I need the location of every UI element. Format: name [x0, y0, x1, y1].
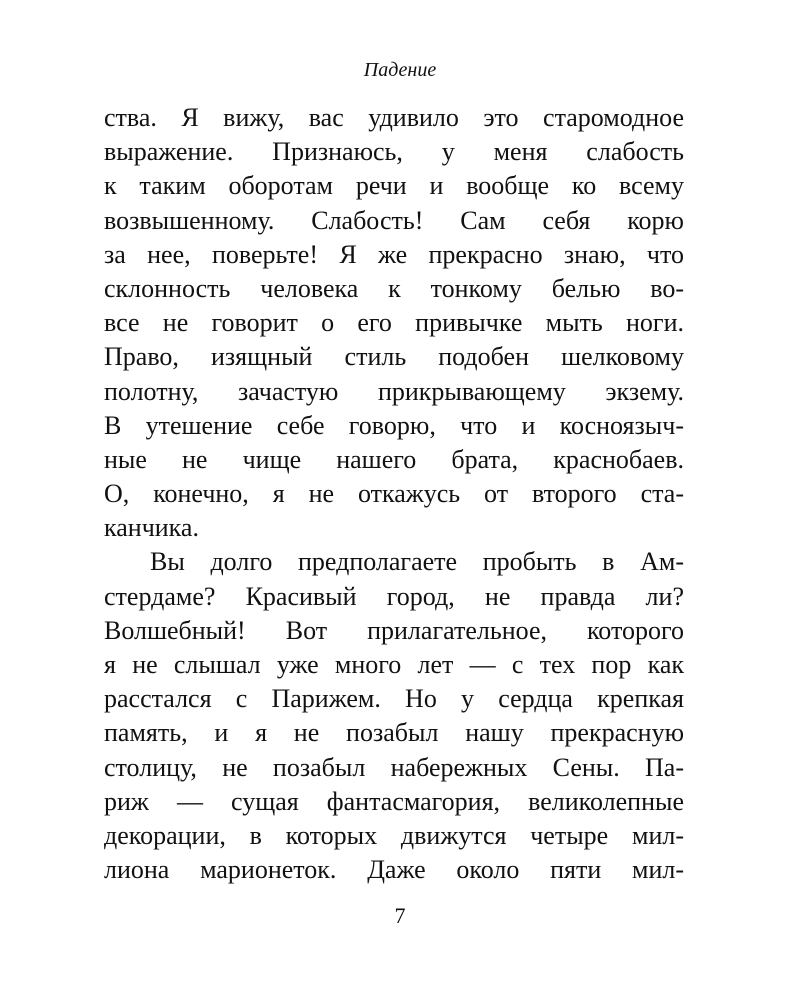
text-line: ные не чище нашего брата, краснобаев.	[104, 444, 684, 474]
text-line: все не говорит о его привычке мыть ноги.	[104, 308, 684, 338]
text-line: ства. Я вижу, вас удивило это старомодное	[104, 103, 684, 132]
text-line: декорации, в которых движутся четыре мил-	[104, 820, 684, 850]
text-line: лиона марионеток. Даже около пяти мил-	[104, 855, 684, 885]
text-line: Волшебный! Вот прилагательное, которого	[104, 615, 684, 645]
text-line: я не слышал уже много лет — с тех пор как	[104, 650, 684, 679]
body-text	[104, 101, 684, 887]
running-header: Падение	[363, 59, 437, 81]
text-line: расстался с Парижем. Но у сердца крепкая	[104, 684, 684, 714]
text-line: О, конечно, я не откажусь от второго ста-	[104, 479, 684, 509]
text-line: риж — сущая фантасмагория, великолепные	[104, 786, 684, 816]
page-number: 7	[394, 903, 406, 928]
text-line: склонность человека к тонкому белью во-	[104, 273, 684, 303]
paragraph-first-line: Вы долго предполагаете пробыть в Ам-	[150, 547, 684, 577]
text-line: канчика.	[104, 513, 199, 543]
text-line: Право, изящный стиль подобен шелковому	[104, 342, 684, 372]
text-line: возвышенному. Слабость! Сам себя корю	[104, 205, 684, 235]
text-line: выражение. Признаюсь, у меня слабость	[104, 137, 684, 167]
text-line: столицу, не позабыл набережных Сены. Па-	[104, 752, 684, 782]
text-line: к таким оборотам речи и вообще ко всему	[104, 171, 684, 201]
text-line: за нее, поверьте! Я же прекрасно знаю, что	[104, 239, 684, 269]
text-line: память, и я не позабыл нашу прекрасную	[104, 718, 684, 748]
text-line: В утешение себе говорю, что и косноязыч-	[104, 410, 684, 440]
text-line: полотну, зачастую прикрывающему экзему.	[104, 376, 684, 406]
text-line: стердаме? Красивый город, не правда ли?	[104, 581, 684, 611]
